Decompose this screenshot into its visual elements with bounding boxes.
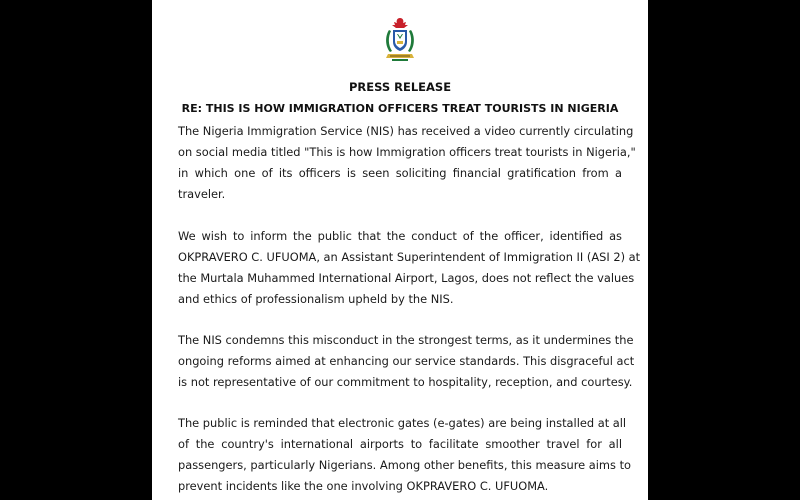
paragraph-line: the Murtala Muhammed International Airport, Lagos, does not reflect the values — [178, 271, 635, 285]
paragraph-line: OKPRAVERO C. UFUOMA, an Assistant Superintendent of Immigration II (ASI 2) at — [178, 250, 641, 264]
paragraph-line: The Nigeria Immigration Service (NIS) has received a video currently circulating — [178, 124, 634, 138]
paragraph-line: The NIS condemns this misconduct in the strongest terms, as it undermines the — [178, 333, 634, 347]
paragraph-officer-identification — [178, 226, 641, 310]
paragraph-line: traveler. — [178, 187, 226, 201]
paragraph-line: passengers, particularly Nigerians. Among other benefits, this measure aims to — [178, 458, 632, 472]
paragraph-e-gates — [178, 413, 632, 497]
press-release-title: PRESS RELEASE — [348, 80, 452, 94]
paragraph-line: on social media titled "This is how Immigration officers treat tourists in Nigeria," — [178, 145, 636, 159]
paragraph-receipt-of-video — [178, 121, 636, 205]
paragraph-line: ongoing reforms aimed at enhancing our service standards. This disgraceful act — [178, 354, 635, 368]
paragraph-line: of the country's international airports to facilitate smoother travel for all — [178, 437, 622, 451]
paragraph-line: in which one of its officers is seen soliciting financial gratification from a — [178, 166, 622, 180]
paragraph-line: and ethics of professionalism upheld by the NIS. — [178, 292, 454, 306]
paragraph-condemnation — [178, 330, 635, 393]
nis-crest-icon — [380, 16, 420, 64]
paragraph-line: prevent incidents like the one involving OKPRAVERO C. UFUOMA. — [178, 479, 549, 493]
paragraph-line: We wish to inform the public that the conduct of the officer, identified as — [178, 229, 622, 243]
paragraph-line: is not representative of our commitment to hospitality, reception, and courtesy. — [178, 375, 633, 389]
press-release-subject: RE: THIS IS HOW IMMIGRATION OFFICERS TREAT TOURISTS IN NIGERIA — [181, 102, 619, 115]
press-release-page — [152, 0, 648, 500]
paragraph-line: The public is reminded that electronic gates (e-gates) are being installed at all — [178, 416, 627, 430]
